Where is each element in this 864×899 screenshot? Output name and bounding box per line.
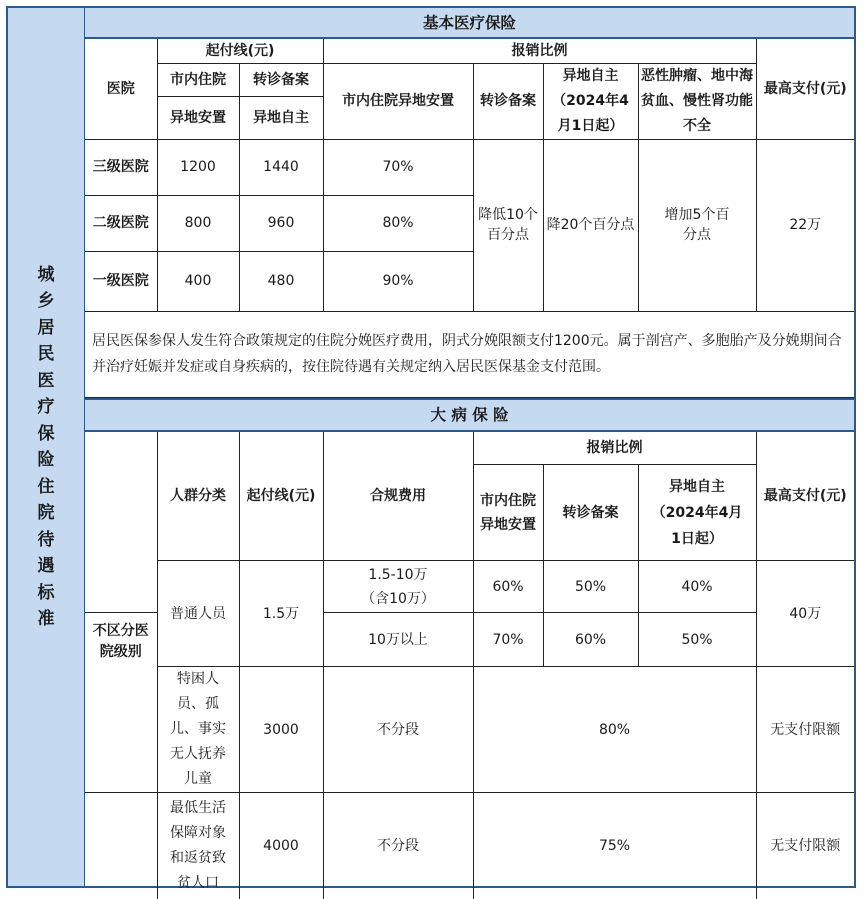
table-row xyxy=(85,139,854,195)
level-cell: 一级医院 xyxy=(85,251,157,311)
special-group: 特困人员、孤儿、事实无人抚养儿童 xyxy=(157,667,239,793)
hdr-r-disease: 恶性肿瘤、地中海贫血、慢性肾功能不全 xyxy=(638,63,756,139)
deductible-transfer: 480 xyxy=(239,251,323,311)
hdr-empty xyxy=(85,431,157,613)
max-cell: 22万 xyxy=(756,139,854,311)
side-title: 城乡居民医疗保险住院待遇标准 xyxy=(37,264,55,629)
r-disease-cell: 增加5个百分点 xyxy=(638,139,756,311)
basic-section-title: 基本医疗保险 xyxy=(85,8,854,38)
hdr-deductible: 起付线(元) xyxy=(239,431,323,561)
hdr-deductible: 起付线(元) xyxy=(157,38,323,63)
hdr-transfer: 转诊备案 xyxy=(239,63,323,97)
general-group: 普通人员 xyxy=(157,561,239,667)
lowincome-max: 无支付限额 xyxy=(756,793,854,899)
hdr-r-remote: 异地自主（2024年4月1日起） xyxy=(638,465,756,561)
hdr-reimburse: 报销比例 xyxy=(323,38,756,63)
lowincome-ratio: 75% xyxy=(473,793,756,899)
lowincome-deductible: 4000 xyxy=(239,793,323,899)
maternity-note: 居民医保参保人发生符合政策规定的住院分娩医疗费用，阴式分娩限额支付1200元。属于剖宫产、多胞胎产及分娩期间合并治疗妊娠并发症或自身疾病的，按住院待遇有关规定纳入居民医保基金支付范围。 xyxy=(85,311,854,397)
band2-transfer: 60% xyxy=(543,613,638,667)
lowincome-empty xyxy=(85,793,157,899)
hdr-max: 最高支付(元) xyxy=(756,38,854,139)
main-content xyxy=(85,8,854,891)
hdr-reimburse: 报销比例 xyxy=(473,431,756,465)
lowincome-cost: 不分段 xyxy=(323,793,473,899)
hdr-r-local: 市内住院异地安置 xyxy=(323,63,473,139)
hdr-r-transfer: 转诊备案 xyxy=(543,465,638,561)
band1-remote: 40% xyxy=(638,561,756,613)
side-title-panel xyxy=(8,8,85,886)
deductible-transfer: 960 xyxy=(239,195,323,251)
hdr-r-local: 市内住院异地安置 xyxy=(473,465,543,561)
ratio-cell: 70% xyxy=(323,139,473,195)
hdr-local: 市内住院 xyxy=(157,63,239,97)
table-row xyxy=(85,793,854,899)
lowincome-group: 最低生活保障对象和返贫致贫人口 xyxy=(157,793,239,899)
hdr-cost: 合规费用 xyxy=(323,431,473,561)
level-cell: 三级医院 xyxy=(85,139,157,195)
special-max: 无支付限额 xyxy=(756,667,854,793)
band2-local: 70% xyxy=(473,613,543,667)
hdr-hospital: 医院 xyxy=(85,38,157,139)
deductible-transfer: 1440 xyxy=(239,139,323,195)
level-cell: 二级医院 xyxy=(85,195,157,251)
hdr-r-transfer: 转诊备案 xyxy=(473,63,543,139)
band2-cost: 10万以上 xyxy=(323,613,473,667)
hdr-group: 人群分类 xyxy=(157,431,239,561)
table-row xyxy=(85,561,854,613)
major-section-title: 大 病 保 险 xyxy=(85,399,854,431)
hdr-r-remote: 异地自主（2024年4月1日起） xyxy=(543,63,638,139)
band1-cost: 1.5-10万（含10万） xyxy=(323,561,473,613)
deductible-local: 400 xyxy=(157,251,239,311)
basic-insurance-table xyxy=(85,8,854,398)
hdr-remote-self: 异地自主 xyxy=(239,97,323,139)
table-row xyxy=(85,667,854,793)
special-deductible: 3000 xyxy=(239,667,323,793)
band1-transfer: 50% xyxy=(543,561,638,613)
ratio-cell: 90% xyxy=(323,251,473,311)
ratio-cell: 80% xyxy=(323,195,473,251)
deductible-local: 1200 xyxy=(157,139,239,195)
hdr-max: 最高支付(元) xyxy=(756,431,854,561)
general-max: 40万 xyxy=(756,561,854,667)
r-remote-cell: 降20个百分点 xyxy=(543,139,638,311)
band2-remote: 50% xyxy=(638,613,756,667)
hdr-remote-settle: 异地安置 xyxy=(157,97,239,139)
deductible-local: 800 xyxy=(157,195,239,251)
general-deductible: 1.5万 xyxy=(239,561,323,667)
major-illness-table xyxy=(85,398,854,899)
special-cost: 不分段 xyxy=(323,667,473,793)
special-ratio: 80% xyxy=(473,667,756,793)
benefit-table-frame xyxy=(6,6,856,891)
r-transfer-cell: 降低10个百分点 xyxy=(473,139,543,311)
all-levels-label: 不区分医院级别 xyxy=(85,613,157,793)
band1-local: 60% xyxy=(473,561,543,613)
